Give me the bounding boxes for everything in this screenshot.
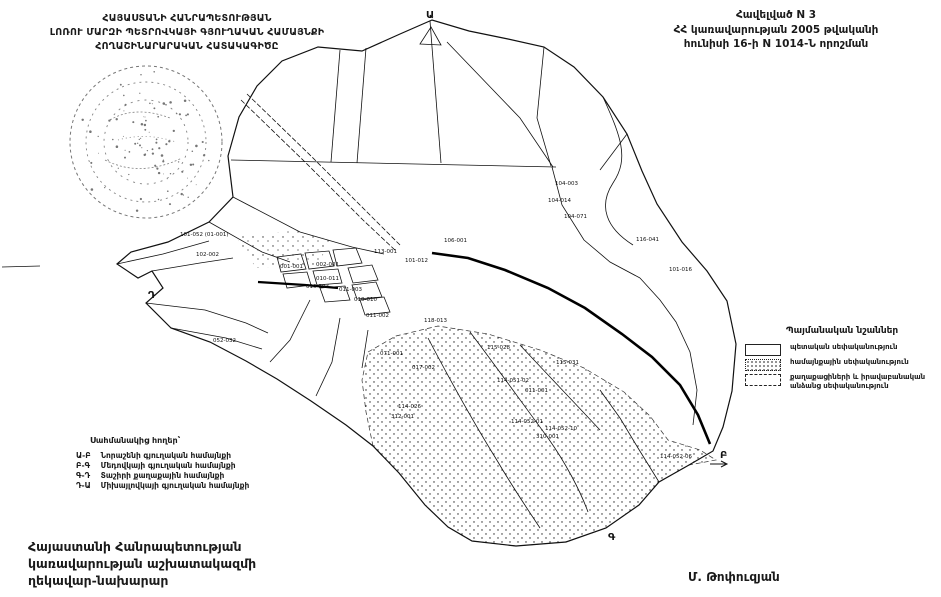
parcel-code-label: 010-010 <box>354 297 377 303</box>
parcel-code-label: 115-028 <box>487 345 510 351</box>
parcel-code-label: 017-002 <box>412 365 435 371</box>
boundary-point-letter: Գ <box>608 532 616 543</box>
boundary-range: Ա-Բ <box>76 451 91 460</box>
legend-title: Պայմանական նշաններ <box>785 326 899 336</box>
marker-arrow <box>710 461 727 467</box>
boundary-range: Գ-Դ <box>76 471 91 480</box>
adjacent-community-label: Տաշիրի քաղաքային համայնքի <box>100 471 225 480</box>
citizens-ownership-swatch <box>745 374 781 386</box>
boundary-point-letter: Դ <box>148 290 156 301</box>
title-line-2: ԼՈՌՈՒ ՄԱՐԶԻ ՊԵՏՐՈՎԿԱՅԻ ԳՅՈՒՂԱԿԱՆ ՀԱՄԱՅՆՔԻ <box>49 27 325 38</box>
parcel-code-label: 104-003 <box>555 181 578 187</box>
parcel-code-label: 114-052-01 <box>511 419 543 425</box>
legend-item-label: համայնքային սեփականություն <box>790 358 909 366</box>
legend-item-community <box>745 358 939 371</box>
adjacent-land-item <box>76 481 306 491</box>
adjacent-community-label: Միխայլովկայի գյուղական համայնքի <box>100 481 250 490</box>
parcel-code-label: 114-052-10 <box>545 426 577 432</box>
parcel-code-label: 010-103 <box>306 284 329 290</box>
boundary-point-letter: Բ <box>720 450 728 461</box>
legend-item-label: պետական սեփականություն <box>790 343 898 351</box>
parcel-code-label: 106-001 <box>444 238 467 244</box>
signature-line-1: Հայաստանի Հանրապետության <box>28 539 242 554</box>
adjacent-land-item <box>76 461 306 471</box>
parcel-code-label: 102-002 <box>196 252 219 258</box>
legend-item-citizens <box>745 373 939 391</box>
parcel-code-label: 101-016 <box>669 267 692 273</box>
parcel-code-label: 011-001 <box>525 388 548 394</box>
parcel-code-label: 101-052 (01-001) <box>180 232 229 238</box>
boundary-point-letter: Ա <box>426 10 435 21</box>
parcel-code-label: 001-001 <box>280 264 303 270</box>
document-title <box>22 12 352 54</box>
legend-item-label: քաղաքացիների և իրավաբանական անձանց սեփականություն <box>790 373 926 390</box>
signature-line-2: կառավարության աշխատակազմի <box>28 556 257 571</box>
parcel-code-label: 104-071 <box>564 214 587 220</box>
boundary-range: Բ-Գ <box>76 461 91 470</box>
community-ownership-swatch <box>745 359 781 371</box>
annex-reference <box>612 8 940 52</box>
signature-line-3: ղեկավար-նախարար <box>28 573 169 588</box>
parcel-code-label: 116-041 <box>636 237 659 243</box>
adjacent-land-item <box>76 451 306 461</box>
signature-block <box>28 538 256 589</box>
adjacent-community-label: Նորաշենի գյուղական համայնքի <box>100 451 232 460</box>
signer-name: Մ. Թոփուզյան <box>688 570 780 584</box>
annex-line-3: հունիսի 16-ի N 1014-Ն որոշման <box>683 38 869 50</box>
title-line-1: ՀԱՅԱՍՏԱՆԻ ՀԱՆՐԱՊԵՏՈՒԹՅԱՆ <box>102 13 272 24</box>
annex-line-1: Հավելված N 3 <box>735 9 817 21</box>
round-seal-stamp <box>70 66 222 218</box>
parcel-code-label: 114-051-02 <box>497 378 529 384</box>
boundary-range: Դ-Ա <box>76 481 91 490</box>
title-line-3: ՀՈՂԱՇԻՆԱՐԱՐԱԿԱՆ ՀԱՏԱԿԱԳԻԾԸ <box>95 41 279 52</box>
parcel-code-label: 115-031 <box>556 360 579 366</box>
adjacent-lands-title: Սահմանակից հողեր՝ <box>90 436 181 445</box>
parcel-code-label: 312-001 <box>391 414 414 420</box>
map-legend <box>745 326 939 393</box>
parcel-code-label: 104-014 <box>548 198 571 204</box>
parcel-code-label: 002-001 <box>316 262 339 268</box>
parcel-code-label: 010-011 <box>316 276 339 282</box>
parcel-code-label: 052-032 <box>213 338 236 344</box>
adjacent-land-item <box>76 471 306 481</box>
annex-line-2: ՀՀ կառավարության 2005 թվականի <box>673 23 879 36</box>
parcel-code-label: 114-052-06 <box>660 454 692 460</box>
parcel-code-label: 011-003 <box>339 287 362 293</box>
legend-item-state <box>745 343 939 356</box>
parcel-code-label: 101-012 <box>405 258 428 264</box>
parcel-code-label: 011-002 <box>366 313 389 319</box>
parcel-code-label: 310-001 <box>536 434 559 440</box>
parcel-code-label: 114-026 <box>398 404 421 410</box>
adjacent-community-label: Մեդովկայի գյուղական համայնքի <box>100 461 236 470</box>
parcel-code-label: 113-001 <box>374 249 397 255</box>
parcel-code-label: 118-013 <box>424 318 447 324</box>
state-ownership-swatch <box>745 344 781 356</box>
adjacent-lands-legend <box>76 436 306 491</box>
parcel-code-label: 071-001 <box>380 351 403 357</box>
